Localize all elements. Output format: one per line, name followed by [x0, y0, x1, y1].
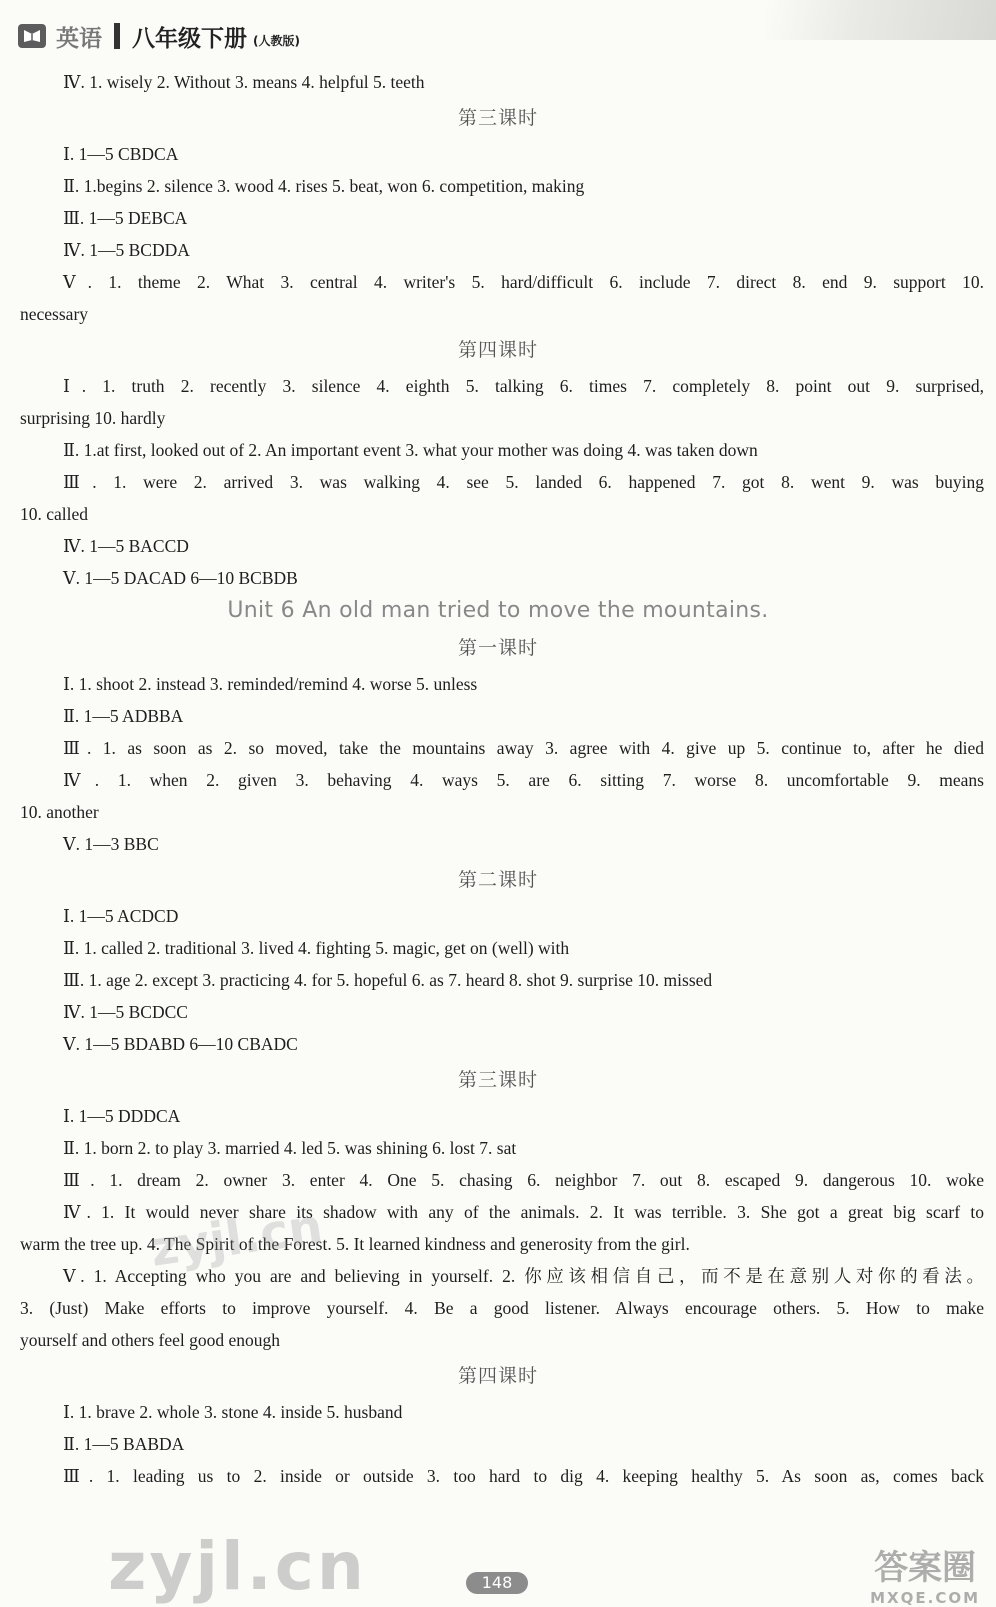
lesson-heading: 第二课时: [457, 869, 538, 891]
watermark-right-url: MXQE.COM: [870, 1589, 980, 1607]
answer-line: Ⅴ. 1. theme 2. What 3. central 4. writer's 5. hard/difficult 6. include 7. direct 8. end 9. support 10.: [63, 272, 984, 292]
answer-line: Ⅱ. 1. born 2. to play 3. married 4. led 5. was shining 6. lost 7. sat: [63, 1138, 517, 1158]
answer-line: Ⅱ. 1—5 BABDA: [63, 1434, 185, 1454]
page-header: [18, 18, 300, 54]
answer-line: Ⅴ. 1. Accepting who you are and believing in yourself. 2. 你应该相信自己，而不是在意别人对你的看法。: [63, 1266, 984, 1286]
unit-title: Unit 6 An old man tried to move the mountains.: [227, 598, 769, 623]
grade-label: 八年级下册: [132, 25, 247, 52]
lesson-heading: 第三课时: [457, 1069, 538, 1091]
answer-line-continued: 10. called: [20, 504, 89, 524]
answer-line: Ⅳ. 1. It would never share its shadow with any of the animals. 2. It was terrible. 3. She got a great big scarf to: [63, 1202, 984, 1222]
answer-line: Ⅲ. 1. as soon as 2. so moved, take the mountains away 3. agree with 4. give up 5. continue to, after he died: [63, 738, 984, 758]
answer-line: Ⅳ. 1—5 BACCD: [63, 536, 189, 556]
answer-line-continued: warm the tree up. 4. The Spirit of the Forest. 5. It learned kindness and generosity from the girl.: [20, 1234, 690, 1254]
answer-line-continued: necessary: [20, 304, 89, 324]
answer-line: Ⅰ. 1—5 CBDCA: [63, 144, 179, 164]
answer-line: Ⅴ. 1—5 DACAD 6—10 BCBDB: [63, 568, 298, 588]
answer-line: Ⅳ. 1—5 BCDCC: [63, 1002, 188, 1022]
lesson-heading: 第三课时: [457, 107, 538, 129]
edition-label: (人教版): [253, 33, 300, 48]
header-divider: [114, 23, 120, 49]
page-number: 148: [466, 1572, 528, 1594]
watermark-right-logo: 答案圈: [874, 1548, 977, 1588]
answer-line: Ⅳ. 1—5 BCDDA: [63, 240, 190, 260]
book-logo-icon: [18, 24, 46, 48]
watermark-left: zyjl.cn: [108, 1528, 367, 1605]
answer-line: Ⅲ. 1. dream 2. owner 3. enter 4. One 5. chasing 6. neighbor 7. out 8. escaped 9. dangerous 10. woke: [63, 1170, 984, 1190]
answer-line-continued: 10. another: [20, 802, 99, 822]
answer-line: Ⅱ. 1.at first, looked out of 2. An important event 3. what your mother was doing 4. was taken down: [63, 440, 758, 460]
answer-line: Ⅲ. 1. were 2. arrived 3. was walking 4. see 5. landed 6. happened 7. got 8. went 9. was buying: [63, 472, 984, 492]
answer-content: [0, 66, 996, 1492]
answer-line: Ⅰ. 1. shoot 2. instead 3. reminded/remind 4. worse 5. unless: [63, 674, 478, 694]
answer-line: Ⅰ. 1. brave 2. whole 3. stone 4. inside 5. husband: [63, 1402, 403, 1422]
watermark-right: [870, 1540, 980, 1607]
answer-line-continued: 3. (Just) Make efforts to improve yourself. 4. Be a good listener. Always encourage others. 5. How to make: [20, 1298, 984, 1318]
answer-line: Ⅳ. 1. when 2. given 3. behaving 4. ways 5. are 6. sitting 7. worse 8. uncomfortable 9. means: [63, 770, 984, 790]
answer-line: Ⅱ. 1. called 2. traditional 3. lived 4. fighting 5. magic, get on (well) with: [63, 938, 570, 958]
lesson-heading: 第四课时: [457, 339, 538, 361]
answer-line-continued: surprising 10. hardly: [20, 408, 166, 428]
lesson-heading: 第四课时: [457, 1365, 538, 1387]
answer-line: Ⅲ. 1. age 2. except 3. practicing 4. for 5. hopeful 6. as 7. heard 8. shot 9. surprise 10. missed: [63, 970, 713, 990]
answer-line: Ⅲ. 1—5 DEBCA: [63, 208, 188, 228]
lesson-heading: 第一课时: [457, 637, 538, 659]
answer-line: Ⅲ. 1. leading us to 2. inside or outside 3. too hard to dig 4. keeping healthy 5. As soon as, comes back: [63, 1466, 984, 1486]
subject-label: 英语: [56, 25, 102, 52]
answer-line: Ⅰ. 1—5 ACDCD: [63, 906, 179, 926]
page-corner-shade: [766, 0, 996, 40]
answer-line: Ⅱ. 1.begins 2. silence 3. wood 4. rises 5. beat, won 6. competition, making: [63, 176, 585, 196]
answer-line: Ⅱ. 1—5 ADBBA: [63, 706, 184, 726]
answer-line: Ⅴ. 1—3 BBC: [63, 834, 159, 854]
answer-line: Ⅴ. 1—5 BDABD 6—10 CBADC: [63, 1034, 298, 1054]
watermark-overlay: zyjl.cn: [146, 1198, 327, 1278]
answer-line-continued: yourself and others feel good enough: [20, 1330, 280, 1350]
answer-line: Ⅰ. 1. truth 2. recently 3. silence 4. eighth 5. talking 6. times 7. completely 8. point out 9. surprised,: [63, 376, 984, 396]
answer-line: Ⅳ. 1. wisely 2. Without 3. means 4. helpful 5. teeth: [63, 72, 425, 92]
answer-line: Ⅰ. 1—5 DDDCA: [63, 1106, 181, 1126]
